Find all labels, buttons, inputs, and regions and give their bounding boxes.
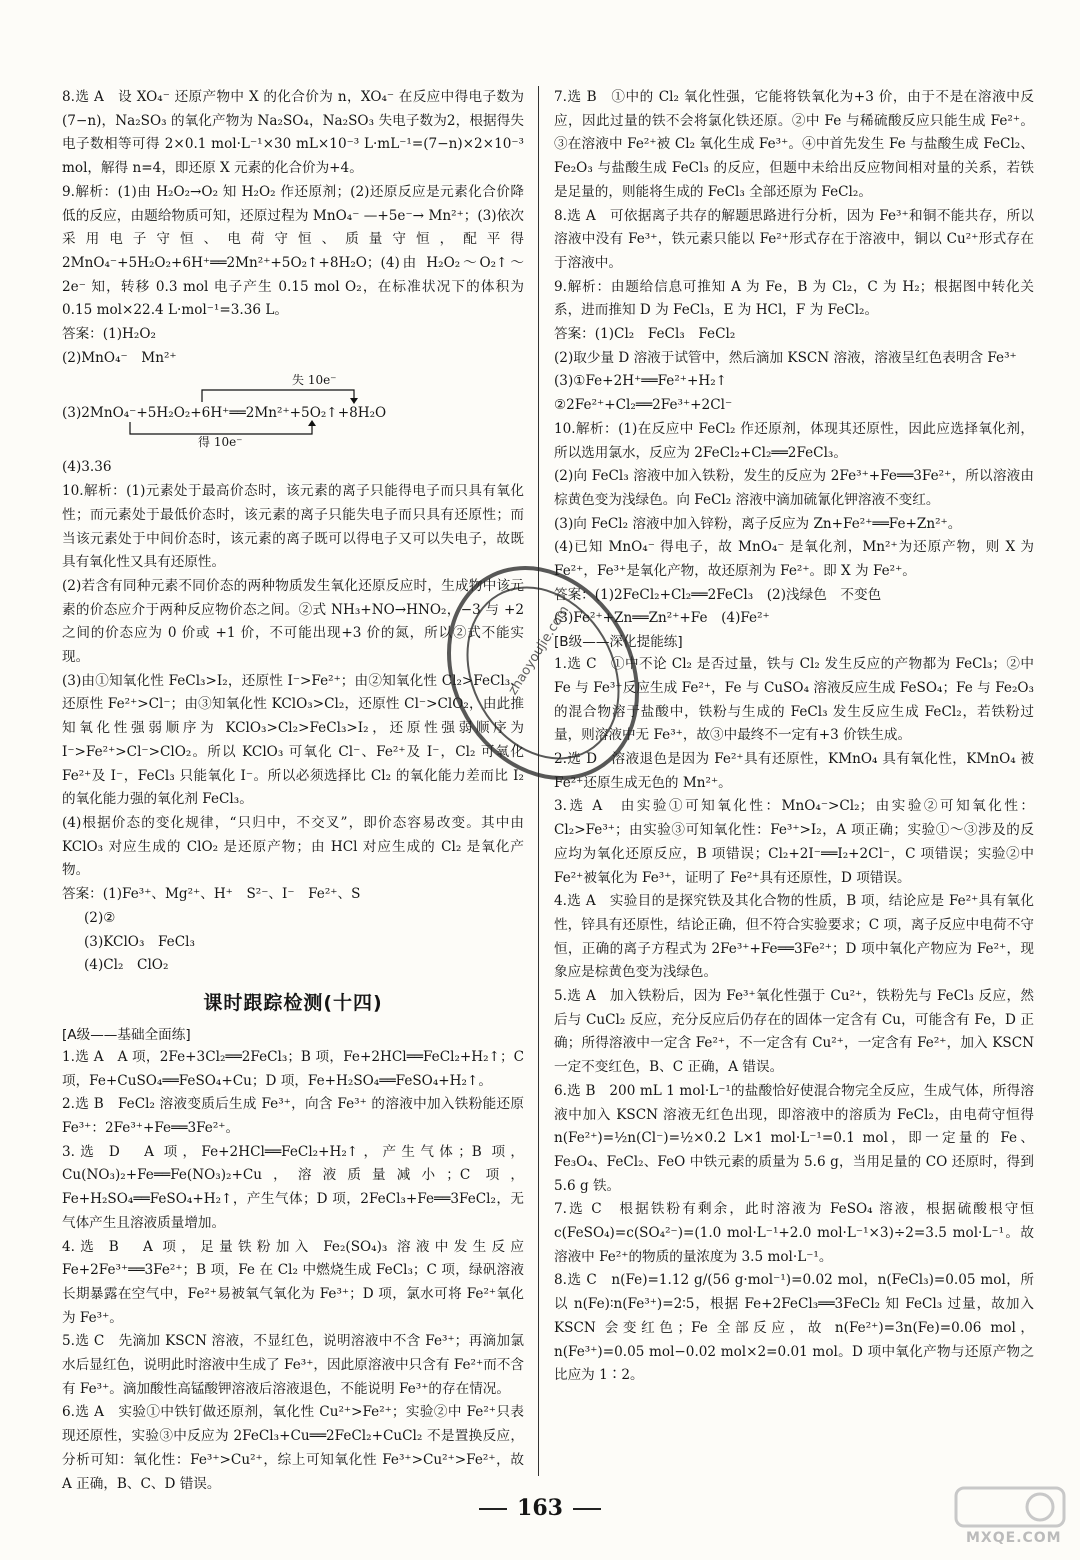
answer-paragraph: 4.选 A 实验目的是探究铁及其化合物的性质，B 项，结论应是 Fe²⁺具有氧化性，锌具有还原性，结论正确，但不符合实验要求；C 项，离子反应中电荷不守恒，正确的离子方程式为 2Fe³⁺+Fe══3Fe²⁺；D 项中氧化产物应为 Fe²⁺，现象应是棕黄色变为浅绿色。: [554, 893, 1034, 981]
answer-paragraph: 2.选 B FeCl₂ 溶液变质后生成 Fe³⁺，向含 Fe³⁺ 的溶液中加入铁粉能还原 Fe³⁺：2Fe³⁺+Fe══3Fe²⁺。: [62, 1096, 524, 1137]
answer-paragraph: (3)向 FeCl₂ 溶液中加入锌粉，离子反应为 Zn+Fe²⁺══Fe+Zn²⁺。: [554, 515, 962, 532]
balanced-equation: (3)2MnO₄⁻+5H₂O₂+6H⁺══2Mn²⁺+5O₂↑+8H₂O: [62, 405, 387, 422]
answer-paragraph: (2)向 FeCl₃ 溶液中加入铁粉，发生的反应为 2Fe³⁺+Fe══3Fe²⁺，所以溶液由棕黄色变为浅绿色。向 FeCl₂ 溶液中滴加硫氰化钾溶液不变红。: [554, 468, 1034, 508]
answer-paragraph: (4)已知 MnO₄⁻ 得电子，故 MnO₄⁻ 是氧化剂，Mn²⁺为还原产物，则 X 为 Fe²⁺，Fe³⁺是氧化产物，故还原剂为 Fe²⁺。即 X 为 Fe²⁺。: [554, 539, 1034, 580]
answer-paragraph: 7.选 C 根据铁粉有剩余，此时溶液为 FeSO₄ 溶液，根据硫酸根守恒 c(FeSO₄)=c(SO₄²⁻)=(1.0 mol·L⁻¹+2.0 mol·L⁻¹×3)÷2=3.5 mol·L⁻¹。故溶液中 Fe²⁺的物质的量浓度为 3.5 mol·L⁻¹。: [554, 1201, 1034, 1265]
answer-paragraph: 2.选 D 溶液退色是因为 Fe²⁺具有还原性，KMnO₄ 具有氧化性，KMnO₄ 被 Fe²⁺还原生成无色的 Mn²⁺。: [554, 750, 1034, 791]
answer-paragraph: (2)取少量 D 溶液于试管中，然后滴加 KSCN 溶液，溶液呈红色表明含 Fe³⁺: [554, 349, 1017, 366]
answer-paragraph: (4)根据价态的变化规律，“只归中，不交叉”，即价态容易改变。其中由 KClO₃ 对应生成的 ClO₂ 是还原产物；由 HCl 对应生成的 Cl₂ 是氧化产物。: [62, 814, 524, 879]
answer-paragraph: (2)MnO₄⁻ Mn²⁺: [62, 349, 177, 366]
section-heading: 课时跟踪检测(十四): [203, 991, 383, 1014]
site-logo-text: MXQE.COM: [966, 1530, 1062, 1546]
answer-paragraph: 1.选 A A 项，2Fe+3Cl₂══2FeCl₃；B 项，Fe+2HCl══FeCl₂+H₂↑；C 项，Fe+CuSO₄══FeSO₄+Cu；D 项，Fe+H₂SO₄══FeSO₄+H₂↑。: [62, 1048, 524, 1089]
answer-paragraph: 9.解析：(1)由 H₂O₂→O₂ 知 H₂O₂ 作还原剂；(2)还原反应是元素化合价降低的反应，由题给物质可知，还原过程为 MnO₄⁻ —+5e⁻→ Mn²⁺；(3)依次采用电子守恒、电荷守恒、质量守恒，配平得 2MnO₄⁻+5H₂O₂+6H⁺══2Mn²⁺+5O₂↑+8H₂O；(4)由 H₂O₂～O₂↑～2e⁻ 知，转移 0.3 mol 电子产生 0.15 mol O₂，在标准状况下的体积为 0.15 mol×22.4 L·mol⁻¹=3.36 L。: [62, 183, 524, 319]
answer-paragraph: (3)Fe²⁺+Zn══Zn²⁺+Fe (4)Fe²⁺: [554, 610, 770, 627]
watermark-stamp-icon: [438, 548, 648, 798]
answer-paragraph: 4.选 B A 项，足量铁粉加入 Fe₂(SO₄)₃ 溶液中发生反应 Fe+2Fe³⁺══3Fe²⁺；B 项，Fe 在 Cl₂ 中燃烧生成 FeCl₃；C 项，绿矾溶液长期暴露在空气中，Fe²⁺易被氧气氧化为 Fe³⁺；D 项，氯水可将 Fe²⁺氧化为 Fe³⁺。: [62, 1238, 524, 1326]
answer-paragraph: 8.选 A 可依据离子共存的解题思路进行分析，因为 Fe³⁺和铜不能共存，所以溶液中没有 Fe³⁺，铁元素只能以 Fe²⁺形式存在于溶液中，铜以 Cu²⁺形式存在于溶液中。: [554, 207, 1034, 271]
page-number: [460, 1493, 620, 1523]
answer-paragraph: ②2Fe²⁺+Cl₂══2Fe³⁺+2Cl⁻: [554, 397, 733, 414]
site-logo-icon: [950, 1482, 1070, 1554]
answer-paragraph: 3.选 A 由实验①可知氧化性：MnO₄⁻>Cl₂；由实验②可知氧化性：Cl₂>Fe³⁺；由实验③可知氧化性：Fe³⁺>I₂，A 项正确；实验①～③涉及的反应均为氧化还原反应，B 项错误；Cl₂+2I⁻══I₂+2Cl⁻，C 项错误；实验②中 Fe²⁺被氧化为 Fe³⁺，证明了 Fe²⁺具有还原性，D 项错误。: [554, 798, 1034, 886]
answer-paragraph: (4)Cl₂ ClO₂: [84, 957, 169, 974]
answer-paragraph: 答案：(1)H₂O₂: [62, 326, 156, 343]
answer-paragraph: 1.选 C ①中不论 Cl₂ 是否过量，铁与 Cl₂ 发生反应的产物都为 FeCl₃；②中 Fe 与 Fe³⁺反应生成 Fe²⁺，Fe 与 CuSO₄ 溶液反应生成 FeSO₄；Fe 与 Fe₂O₃ 的混合物溶于盐酸中，铁粉与生成的 FeCl₃ 发生反应生成 FeCl₂，若铁粉过量，则溶液中无 Fe³⁺，故③中最终不一定有+3 价铁生成。: [554, 656, 1034, 744]
answer-paragraph: 答案：(1)Fe³⁺、Mg²⁺、H⁺ S²⁻、I⁻ Fe²⁺、S: [62, 886, 361, 903]
answer-paragraph: (3)①Fe+2H⁺══Fe²⁺+H₂↑: [554, 373, 728, 390]
electron-gain-label: 得 10e⁻: [198, 435, 243, 450]
answer-paragraph: 5.选 C 先滴加 KSCN 溶液，不显红色，说明溶液中不含 Fe³⁺；再滴加氯水后显红色，说明此时溶液中生成了 Fe³⁺，因此原溶液中只含有 Fe²⁺而不含有 Fe³⁺。滴加酸性高锰酸钾溶液后溶液退色，不能说明 Fe³⁺的存在情况。: [62, 1333, 524, 1397]
redox-electron-transfer-diagram: [62, 372, 524, 454]
answer-paragraph: (2)②: [84, 909, 116, 926]
level-label: [A级——基础全面练]: [62, 1026, 191, 1043]
answer-paragraph: 5.选 A 加入铁粉后，因为 Fe³⁺氧化性强于 Cu²⁺，铁粉先与 FeCl₃ 反应，然后与 CuCl₂ 反应，充分反应后仍存在的固体一定含有 Cu，可能含有 Fe，D 正确；所得溶液中一定含 Fe²⁺，不一定含有 Cu²⁺，一定含有 Fe²⁺，加入 KSCN 一定不变红色，B、C 正确，A 错误。: [554, 988, 1034, 1076]
answer-paragraph: (3)KClO₃ FeCl₃: [84, 933, 195, 950]
answer-paragraph: 10.解析：(1)元素处于最高价态时，该元素的离子只能得电子而只具有氧化性；而元素处于最低价态时，该元素的离子只能失电子而只具有还原性；而当该元素处于中间价态时，该元素的离子既可以得电子又可以失电子，故既具有氧化性又具有还原性。: [62, 483, 524, 571]
page-number-text: 163: [517, 1495, 563, 1521]
answer-paragraph: (4)3.36: [62, 459, 112, 476]
level-label: [B级——深化提能练]: [554, 634, 683, 651]
answer-paragraph: 答案：(1)Cl₂ FeCl₃ FeCl₂: [554, 326, 736, 343]
answer-paragraph: 8.选 A 设 XO₄⁻ 还原产物中 X 的化合价为 n，XO₄⁻ 在反应中得电子数为(7−n)，Na₂SO₃ 的氧化产物为 Na₂SO₄，Na₂SO₃ 失电子数为2，根据得失电子数相等可得 2×0.1 mol·L⁻¹×30 mL×10⁻³ L·mL⁻¹=(7−n)×2×10⁻³ mol，解得 n=4，即还原 X 元素的化合价为+4。: [62, 89, 524, 177]
watermark-stamp-text: zhaoyoujie.com: [505, 603, 573, 698]
answer-paragraph: 6.选 A 实验①中铁钉做还原剂，氧化性 Cu²⁺>Fe²⁺；实验②中 Fe²⁺只表现还原性，实验③中反应为 2FeCl₃+Cu══2FeCl₂+CuCl₂ 不是置换反应，分析可知：氧化性：Fe³⁺>Cu²⁺，综上可知氧化性 Fe³⁺>Cu²⁺>Fe²⁺，故 A 正确，B、C、D 错误。: [62, 1404, 524, 1492]
answer-paragraph: 6.选 B 200 mL 1 mol·L⁻¹的盐酸恰好使混合物完全反应，生成气体，所得溶液中加入 KSCN 溶液无红色出现，即溶液中的溶质为 FeCl₂，由电荷守恒得 n(Fe²⁺)=½n(Cl⁻)=½×0.2 L×1 mol·L⁻¹=0.1 mol，即一定量的 Fe、Fe₃O₄、FeCl₂、FeO 中铁元素的质量为 5.6 g，当用足量的 CO 还原时，得到 5.6 g 铁。: [554, 1082, 1034, 1194]
answer-paragraph: (2)若含有同种元素不同价态的两种物质发生氧化还原反应时，生成物中该元素的价态应介于两种反应物价态之间。②式 NH₃+NO→HNO₂，−3 与 +2 之间的价态应为 0 价或 +1 价，不可能出现+3 价的氮，所以②式不能实现。: [62, 577, 524, 666]
electron-loss-label: 失 10e⁻: [292, 373, 337, 388]
answer-paragraph: 答案：(1)2FeCl₂+Cl₂══2FeCl₃ (2)浅绿色 不变色: [554, 586, 882, 603]
answer-paragraph: 10.解析：(1)在反应中 FeCl₂ 作还原剂，体现其还原性，因此应选择氧化剂，所以选用氯水，反应为 2FeCl₂+Cl₂══2FeCl₃。: [554, 420, 1034, 461]
answer-paragraph: 7.选 B ①中的 Cl₂ 氧化性强，它能将铁氧化为+3 价，由于不是在溶液中反应，因此过量的铁不会将氯化铁还原。②中 Fe 与稀硫酸反应只能生成 Fe²⁺。③在溶液中 Fe²⁺被 Cl₂ 氧化生成 Fe³⁺。④中首先发生 Fe 与盐酸生成 FeCl₂、Fe₂O₃ 与盐酸生成 FeCl₃ 的反应，但题中未给出反应物间相对量的关系，若铁是足量的，则能将生成的 FeCl₃ 全部还原为 FeCl₂。: [554, 89, 1034, 200]
answer-paragraph: 9.解析：由题给信息可推知 A 为 Fe，B 为 Cl₂，C 为 H₂；根据图中转化关系，进而推知 D 为 FeCl₃，E 为 HCl，F 为 FeCl₂。: [554, 278, 1034, 319]
answer-paragraph: 3.选 D A 项，Fe+2HCl══FeCl₂+H₂↑，产生气体；B 项，Cu(NO₃)₂+Fe══Fe(NO₃)₂+Cu，溶液质量减小；C 项，Fe+H₂SO₄══FeSO₄+H₂↑，产生气体；D 项，2FeCl₃+Fe══3FeCl₂，无气体产生且溶液质量增加。: [62, 1143, 524, 1231]
answer-paragraph: 8.选 C n(Fe)=1.12 g/(56 g·mol⁻¹)=0.02 mol，n(FeCl₃)=0.05 mol，所以 n(Fe)∶n(Fe³⁺)=2∶5，根据 Fe+2FeCl₃══3FeCl₂ 知 FeCl₃ 过量，故加入 KSCN 会变红色；Fe 全部反应，故 n(Fe²⁺)=3n(Fe)=0.06 mol，n(Fe³⁺)=0.05 mol−0.02 mol×2=0.01 mol。D 项中氧化产物与还原产物之比应为 1∶2。: [554, 1272, 1034, 1384]
answer-paragraph: (3)由①知氧化性 FeCl₃>I₂，还原性 I⁻>Fe²⁺；由②知氧化性 Cl₂>FeCl₃，还原性 Fe²⁺>Cl⁻；由③知氧化性 KClO₃>Cl₂，还原性 Cl⁻>ClO₂，由此推知氧化性强弱顺序为 KClO₃>Cl₂>FeCl₃>I₂，还原性强弱顺序为 I⁻>Fe²⁺>Cl⁻>ClO₂。所以 KClO₃ 可氧化 Cl⁻、Fe²⁺及 I⁻，Cl₂ 可氧化 Fe²⁺及 I⁻，FeCl₃ 只能氧化 I⁻。所以必须选择比 Cl₂ 的氧化能力差而比 I₂ 的氧化能力强的氧化剂 FeCl₃。: [62, 672, 524, 808]
